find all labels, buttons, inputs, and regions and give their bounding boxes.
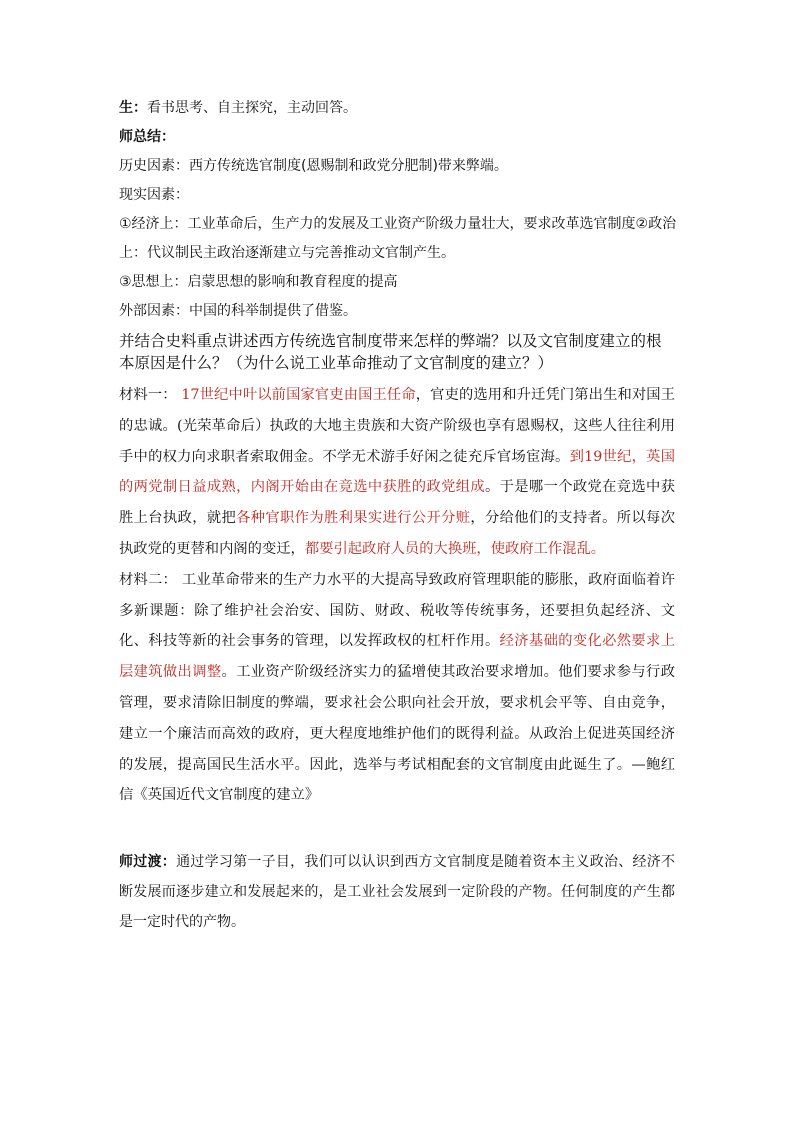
student-label: 生： [119, 100, 147, 116]
material-one-emphasis-1: 17世纪中叶以前国家官吏由国王任命 [181, 387, 416, 403]
political-point-continued: 上：代议制民主政治逐渐建立与完善推动文官制产生。 [119, 245, 455, 261]
material-one-text-3: ，分给他们的支持者。所以每次执政党的更替和内阁的变迁， [119, 510, 675, 557]
summary-heading: 师总结： [119, 129, 175, 145]
material-two-source: —鲍红信《英国近代文官制度的建立》 [119, 756, 675, 804]
real-factor-heading: 现实因素： [119, 187, 189, 203]
thought-point: ③思想上：启蒙思想的影响和教育程度的提高 [119, 274, 398, 290]
transition-text: 通过学习第一子目，我们可以认识到西方文官制度是随着资本主义政治、经济不断发展而逐步建立和发展起来的，是工业社会发展到一定阶段的产物。任何制度的产生都是一定时代的产物。 [119, 854, 676, 931]
material-two [119, 565, 675, 811]
material-one [119, 380, 675, 565]
historical-factor: 历史因素：西方传统选官制度(恩赐制和政党分肥制)带来弊端。 [119, 158, 508, 174]
student-text: 看书思考、自主探究，主动回答。 [147, 100, 357, 116]
material-two-label: 材料二： [119, 571, 178, 588]
material-one-emphasis-3: 各种官职作为胜利果实进行公开分赃 [236, 510, 471, 527]
material-one-emphasis-2: 到19世纪，英国的两党制日益成熟，内阁开始由在竞选中获胜的政党组成 [119, 448, 675, 496]
external-factor: 外部因素：中国的科举制提供了借鉴。 [119, 303, 357, 319]
material-two-text-2: 。工业资产阶级经济实力的猛增使其政治要求增加。他们要求参与行政管理，要求清除旧制度的弊端，要求社会公职向社会开放，要求机会平等、自由竞争，建立一个廉洁而高效的政府，更大程度地维护他们的既得利益。从政治上促进英国经济的发展，提高国民生活水平。因此，选举与考试相配套的文官制度由此诞生了。 [119, 664, 675, 773]
material-two-emphasis: 经济基础的变化必然要求上层建筑做出调整 [119, 633, 675, 681]
material-one-text-1: ，官吏的选用和升迁凭门第出生和对国王的忠诚。(光荣革命后）执政的大地主贵族和大资产阶级也享有恩赐权，这些人往往利用手中的权力向求职者索取佣金。不学无术游手好闲之徒充斥官场宦海。 [119, 387, 676, 465]
material-one-label: 材料一： [119, 387, 177, 403]
document-page [119, 98, 675, 951]
student-response [119, 98, 675, 118]
material-one-emphasis-4: 都要引起政府人员的大换班，使政府工作混乱。 [304, 540, 606, 557]
material-one-text-2: 。于是哪一个政党在竞选中获胜上台执政，就把 [119, 479, 675, 527]
teacher-transition [119, 847, 675, 937]
material-two-text-1: 工业革命带来的生产力水平的大提高导致政府管理职能的膨胀，政府面临着许多新课题：除了维护社会治安、国防、财政、税收等传统事务，还要担负起经济、文化、科技等新的社会事务的管理，以发挥政权的杠杆作用。 [119, 571, 676, 650]
guiding-question: 并结合史料重点讲述西方传统选官制度带来怎样的弊端？以及文官制度建立的根本原因是什么？（为什么说工业革命推动了文官制度的建立？） [119, 332, 662, 372]
economic-political-point: ①经济上：工业革命后，生产力的发展及工业资产阶级力量壮大，要求改革选官制度②政治 [119, 216, 677, 232]
transition-label: 师过渡： [119, 854, 177, 871]
